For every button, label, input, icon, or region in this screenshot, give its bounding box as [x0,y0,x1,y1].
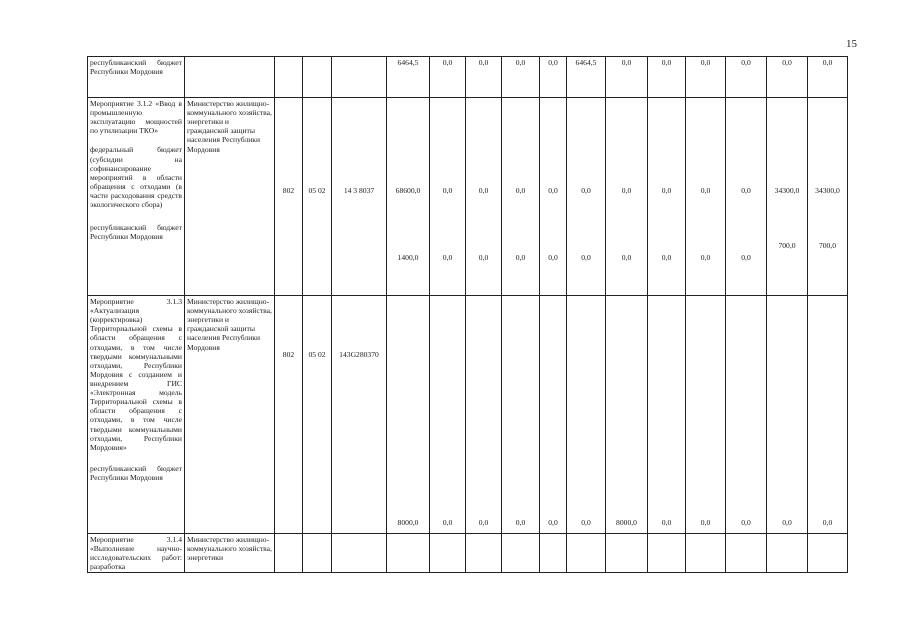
table-row [88,534,848,573]
ministry-cell: Министерство жилищно-коммунального хозяйства, энергетики и гражданской защиты населения Республики Мордовия [185,296,275,534]
event-cell: Мероприятие 3.1.4 «Выполнение научно-исследовательских работ: разработка [88,534,185,573]
value-cell: 0,0 [466,57,502,98]
value-cell: 8000,0 [606,296,648,534]
funding-source-republic: республиканский бюджет Республики Мордовия [90,223,182,242]
value-cell: 0,0 [430,296,466,534]
value-cell: 68600,0 1400,0 [387,98,430,296]
value-cell: 0,0 [726,296,767,534]
page-number: 15 [846,38,857,50]
value-cell: 0,0 0,0 [648,98,686,296]
value-cell: 0,0 [686,296,726,534]
event-cell [88,98,185,296]
value-cell: 0,0 [502,57,540,98]
value-cell: 0,0 [767,57,808,98]
event-title: Мероприятие 3.1.3 «Актуализация (корректировка) Территориальной схемы в области обращения с отходами, в том числе твердыми коммунальными отходами, Республики Мордовия с созданием и внедрением ГИС «Электронная модель Территориальной схемы в области обращения с отходами, в том числе твердыми коммунальными отходами, Республики Мордовия» [90,297,182,452]
value-cell: 0,0 [808,296,848,534]
value-cell: 0,0 [502,296,540,534]
value-cell: 0,0 0,0 [567,98,606,296]
value-cell: 0,0 0,0 [540,98,567,296]
table-row [88,296,848,534]
table-row [88,57,848,98]
code-cell: 802 [275,98,303,296]
article-cell: 14 3 8037 [332,98,387,296]
event-title: Мероприятие 3.1.2 «Ввод в промышленную эксплуатацию мощностей по утилизации ТКО» [90,99,182,136]
value-cell: 34300,0 700,0 [767,98,808,296]
value-cell: 0,0 [808,57,848,98]
value-cell: 0,0 0,0 [502,98,540,296]
ministry-cell: Министерство жилищно-коммунального хозяйства, энергетики [185,534,275,573]
value-cell: 0,0 [466,296,502,534]
value-cell: 0,0 0,0 [686,98,726,296]
value-cell: 0,0 [540,57,567,98]
article-cell: 143G280370 [332,296,387,534]
section-cell: 05 02 [303,98,332,296]
value-cell: 6464,5 [387,57,430,98]
value-cell: 0,0 [606,57,648,98]
value-cell: 0,0 [767,296,808,534]
value-cell: 0,0 [686,57,726,98]
value-cell: 0,0 0,0 [726,98,767,296]
event-cell [88,296,185,534]
value-cell: 0,0 [567,296,606,534]
funding-source-republic: республиканский бюджет Республики Мордовия [90,463,182,482]
value-cell: 0,0 0,0 [606,98,648,296]
value-cell: 34300,0 700,0 [808,98,848,296]
value-cell: 0,0 [726,57,767,98]
funding-source-federal: федеральный бюджет (субсидии на софинансирование мероприятий в области обращения с отходами (в части расходования средств экологического сбора) [90,145,182,210]
value-cell: 0,0 0,0 [430,98,466,296]
value-cell: 0,0 0,0 [466,98,502,296]
value-cell: 8000,0 [387,296,430,534]
funding-source-cell: республиканский бюджет Республики Мордовия [88,57,185,98]
value-cell: 0,0 [540,296,567,534]
value-cell: 6464,5 [567,57,606,98]
table-row [88,98,848,296]
value-cell: 0,0 [648,57,686,98]
section-cell: 05 02 [303,296,332,534]
value-cell: 0,0 [430,57,466,98]
value-cell: 0,0 [648,296,686,534]
code-cell: 802 [275,296,303,534]
budget-table [87,56,848,573]
ministry-cell: Министерство жилищно-коммунального хозяйства, энергетики и гражданской защиты населения Республики Мордовия [185,98,275,296]
